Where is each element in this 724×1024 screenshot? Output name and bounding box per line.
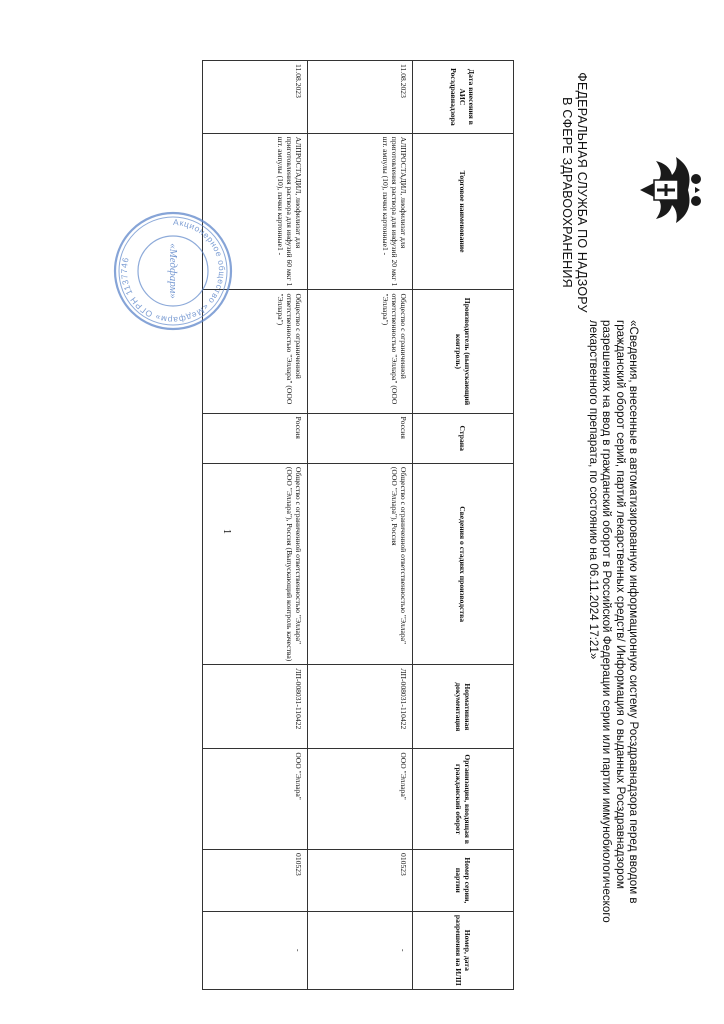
table-row — [203, 61, 308, 990]
agency-line-2: В СФЕРЕ ЗДРАВООХРАНЕНИЯ — [560, 97, 574, 288]
stamp-outer-text: Акционерное общество «Медфарм» ОГРН 1137746 — [118, 216, 228, 326]
document-title: «Сведения, внесенные в автоматизированную информационную систему Росздравнадзора перед вводом в гражданский оборот серий, партий лекарственных средств/ Информация о выданных Росздравнадзором разрешениях на ввод в гражданский оборот в Российской Федерации серии или партии иммунобиологического лекарственного препарата, по состоянию на 06.11.2024 17:21» — [586, 320, 640, 923]
table-cell: АЛПРОСТАДИЛ, лиофилизат для приготовления раствора для инфузий 20 мкг 1 шт. ампулы (10), пачки картонные1 - — [308, 133, 413, 290]
table-cell: ЛП-008031-110422 — [203, 665, 308, 749]
header-cell: Торговое наименование — [413, 133, 514, 290]
table-cell: ООО "Эллара" — [308, 749, 413, 850]
agency-line-1: ФЕДЕРАЛЬНАЯ СЛУЖБА ПО НАДЗОРУ — [575, 72, 589, 313]
table-cell: 11.08.2023 — [203, 61, 308, 134]
stamp-center-text: «Медфарм» — [167, 243, 179, 299]
header-cell: Страна — [413, 413, 514, 463]
table-cell: Россия — [203, 413, 308, 463]
header-cell: Организация, вводящая в гражданский оборот — [413, 749, 514, 850]
header-cell: Дата внесения в АИС Росздравнадзора — [413, 61, 514, 134]
header-cell: Нормативная документация — [413, 665, 514, 749]
company-stamp — [112, 210, 234, 332]
table-cell: Россия — [308, 413, 413, 463]
table-row — [308, 61, 413, 990]
coat-of-arms-icon — [632, 155, 706, 225]
header-cell: Производитель (выпускающий контроль) — [413, 290, 514, 413]
table-cell: Общество с ограниченной ответственностью "Эллара" (ООО "Эллара") — [203, 290, 308, 413]
table-cell: Общество с ограниченной ответственностью "Эллара" (ООО "Эллара"), Россия — [308, 463, 413, 664]
table-header-row — [413, 61, 514, 990]
table-cell: ЛП-008031-110422 — [308, 665, 413, 749]
header-cell: Сведения о стадиях производства — [413, 463, 514, 664]
table-cell: 010523 — [308, 850, 413, 912]
table-cell: Общество с ограниченной ответственностью "Эллара" (ООО "Эллара"), Россия (Выпускающий контроль качества) — [203, 463, 308, 664]
batch-table — [202, 60, 514, 990]
table-cell: АЛПРОСТАДИЛ, лиофилизат для приготовления раствора для инфузий 60 мкг 1 шт. ампулы (10), пачки картонные1 - — [203, 133, 308, 290]
header-cell: Номер, дата разрешения на ИЛП — [413, 911, 514, 989]
table-cell: - — [308, 911, 413, 989]
table-cell: - — [203, 911, 308, 989]
table-cell: ООО "Эллара" — [203, 749, 308, 850]
table-cell: 010523 — [203, 850, 308, 912]
agency-name — [559, 60, 589, 325]
table-cell: Общество с ограниченной ответственностью "Эллара" (ООО "Эллара") — [308, 290, 413, 413]
table-cell: 11.08.2023 — [308, 61, 413, 134]
header-cell: Номер серии, партии — [413, 850, 514, 912]
page-number: 1 — [221, 529, 232, 534]
